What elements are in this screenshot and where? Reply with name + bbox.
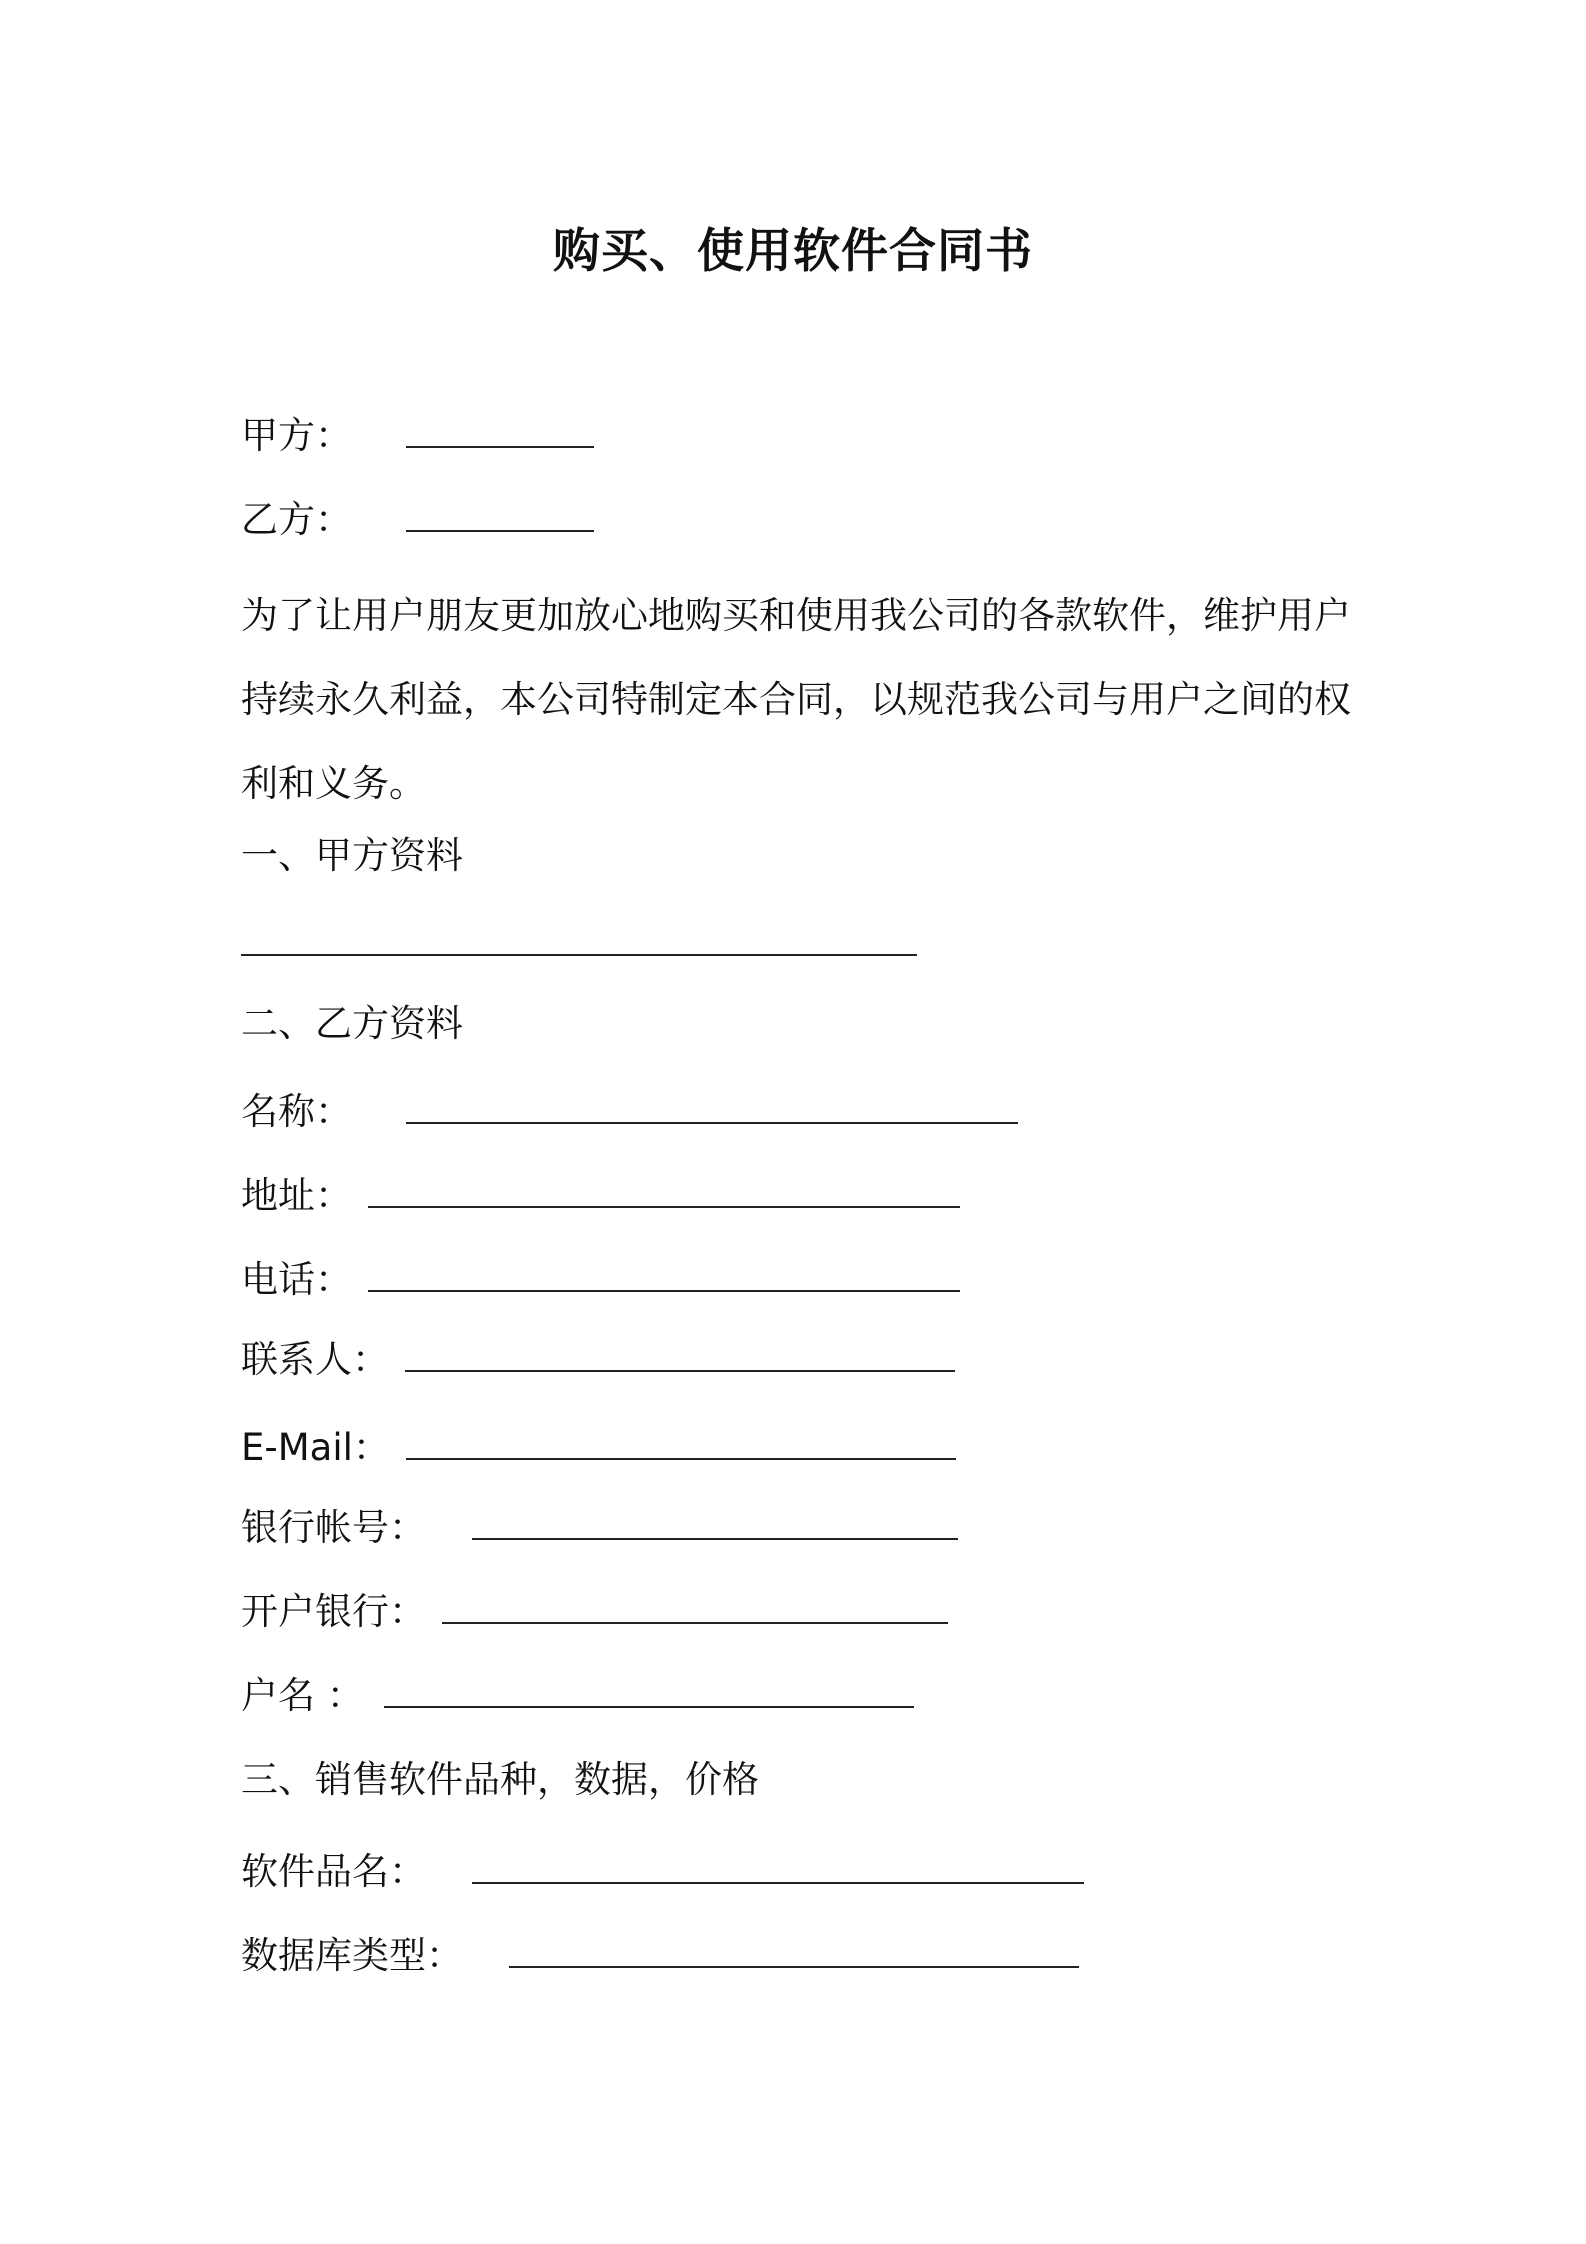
phone-blank[interactable]	[368, 1260, 960, 1292]
address-label: 地址：	[241, 1174, 352, 1217]
page-title: 购买、使用软件合同书	[553, 224, 1033, 279]
name-blank[interactable]	[406, 1092, 1018, 1124]
contact-blank[interactable]	[405, 1340, 955, 1372]
bank-account-row	[241, 1504, 958, 1552]
party-b-label: 乙方：	[241, 498, 352, 541]
name-label: 名称：	[241, 1090, 352, 1133]
address-blank[interactable]	[368, 1176, 960, 1208]
database-type-row	[241, 1932, 1079, 1980]
phone-row	[241, 1256, 960, 1304]
database-type-label: 数据库类型：	[241, 1934, 463, 1977]
intro-line: 持续永久利益，本公司特制定本合同，以规范我公司与用户之间的权	[241, 678, 1351, 721]
section2-heading: 二、乙方资料	[241, 1002, 463, 1045]
database-type-blank[interactable]	[509, 1936, 1079, 1968]
party-a-info-blank[interactable]	[241, 924, 917, 956]
contact-label: 联系人：	[241, 1338, 389, 1381]
email-label: E-Mail：	[241, 1426, 390, 1469]
party-b-blank[interactable]	[406, 500, 594, 532]
account-name-label: 户名 ：	[241, 1674, 364, 1717]
bank-account-blank[interactable]	[472, 1508, 958, 1540]
intro-line: 为了让用户朋友更加放心地购买和使用我公司的各款软件，维护用户	[241, 594, 1351, 637]
section1-heading: 一、甲方资料	[241, 834, 463, 877]
bank-blank[interactable]	[442, 1592, 948, 1624]
bank-row	[241, 1588, 948, 1636]
bank-label: 开户银行：	[241, 1590, 426, 1633]
software-name-row	[241, 1848, 1084, 1896]
account-name-blank[interactable]	[384, 1676, 914, 1708]
account-name-row	[241, 1672, 914, 1720]
party-b-row	[241, 496, 594, 544]
software-name-label: 软件品名：	[241, 1850, 426, 1893]
bank-account-label: 银行帐号：	[241, 1506, 426, 1549]
section3-heading: 三、销售软件品种，数据，价格	[241, 1758, 759, 1801]
email-blank[interactable]	[406, 1428, 956, 1460]
party-a-blank[interactable]	[406, 416, 594, 448]
intro-paragraph	[241, 574, 1371, 826]
address-row	[241, 1172, 960, 1220]
email-row	[241, 1424, 956, 1472]
section1-row	[241, 920, 917, 968]
party-a-row	[241, 412, 594, 460]
intro-line: 利和义务。	[241, 762, 426, 805]
software-name-blank[interactable]	[472, 1852, 1084, 1884]
phone-label: 电话：	[241, 1258, 352, 1301]
contact-row	[241, 1336, 955, 1384]
party-a-label: 甲方：	[241, 414, 352, 457]
name-row	[241, 1088, 1018, 1136]
